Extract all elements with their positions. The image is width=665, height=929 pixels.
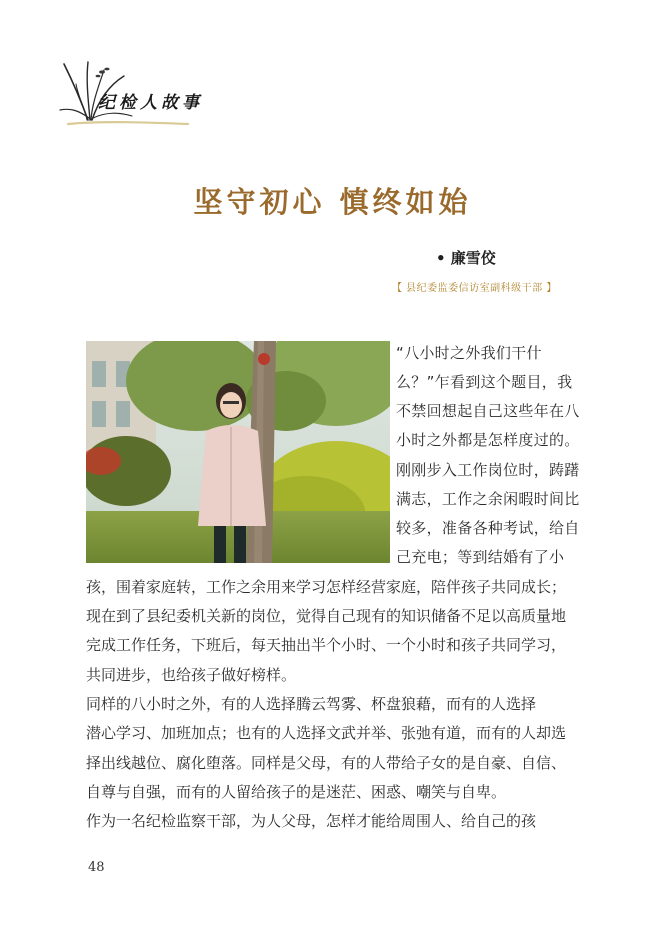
body-line: 潜心学习、加班加点；也有的人选择文武并举、张弛有道，而有的人却选 bbox=[86, 724, 567, 742]
body-line: 完成工作任务，下班后，每天抽出半个小时、一个小时和孩子共同学习， bbox=[86, 636, 567, 654]
column-logo bbox=[58, 58, 228, 128]
article-title: 坚守初心 慎终如始 bbox=[193, 185, 472, 219]
body-line: 刚刚步入工作岗位时，踌躇 bbox=[396, 461, 580, 479]
column-name: 纪检人故事 bbox=[98, 93, 203, 113]
author-affiliation: 【 县纪委监委信访室副科级干部 】 bbox=[392, 283, 557, 294]
body-line: 现在到了县纪委机关新的岗位，觉得自己现有的知识储备不足以高质量地 bbox=[86, 607, 567, 625]
body-line: “八小时之外我们干什 bbox=[396, 344, 542, 362]
author-byline: • 廉雪佼 bbox=[436, 249, 496, 267]
body-line: 小时之外都是怎样度过的。 bbox=[396, 431, 580, 449]
body-line: 自尊与自强，而有的人留给孩子的是迷茫、困惑、嘲笑与自卑。 bbox=[86, 783, 507, 801]
author-photo bbox=[86, 341, 390, 563]
body-line: 不禁回想起自己这些年在八 bbox=[396, 402, 580, 420]
page-number: 48 bbox=[88, 860, 105, 875]
body-line: 较多，准备各种考试，给自 bbox=[396, 519, 580, 537]
body-line: 择出线越位、腐化堕落。同样是父母，有的人带给子女的是自豪、自信、 bbox=[86, 754, 567, 772]
body-line: 孩，围着家庭转，工作之余用来学习怎样经营家庭，陪伴孩子共同成长； bbox=[86, 578, 567, 596]
body-line: 同样的八小时之外，有的人选择腾云驾雾、杯盘狼藉，而有的人选择 bbox=[86, 695, 537, 713]
body-line: 么？”乍看到这个题目，我 bbox=[396, 373, 573, 391]
body-line: 作为一名纪检监察干部，为人父母，怎样才能给周围人、给自己的孩 bbox=[86, 812, 537, 830]
body-line: 满志，工作之余闲暇时间比 bbox=[396, 490, 580, 508]
author-photo-image bbox=[86, 341, 390, 563]
body-line: 己充电；等到结婚有了小 bbox=[396, 548, 565, 566]
body-line: 共同进步，也给孩子做好榜样。 bbox=[86, 666, 297, 684]
